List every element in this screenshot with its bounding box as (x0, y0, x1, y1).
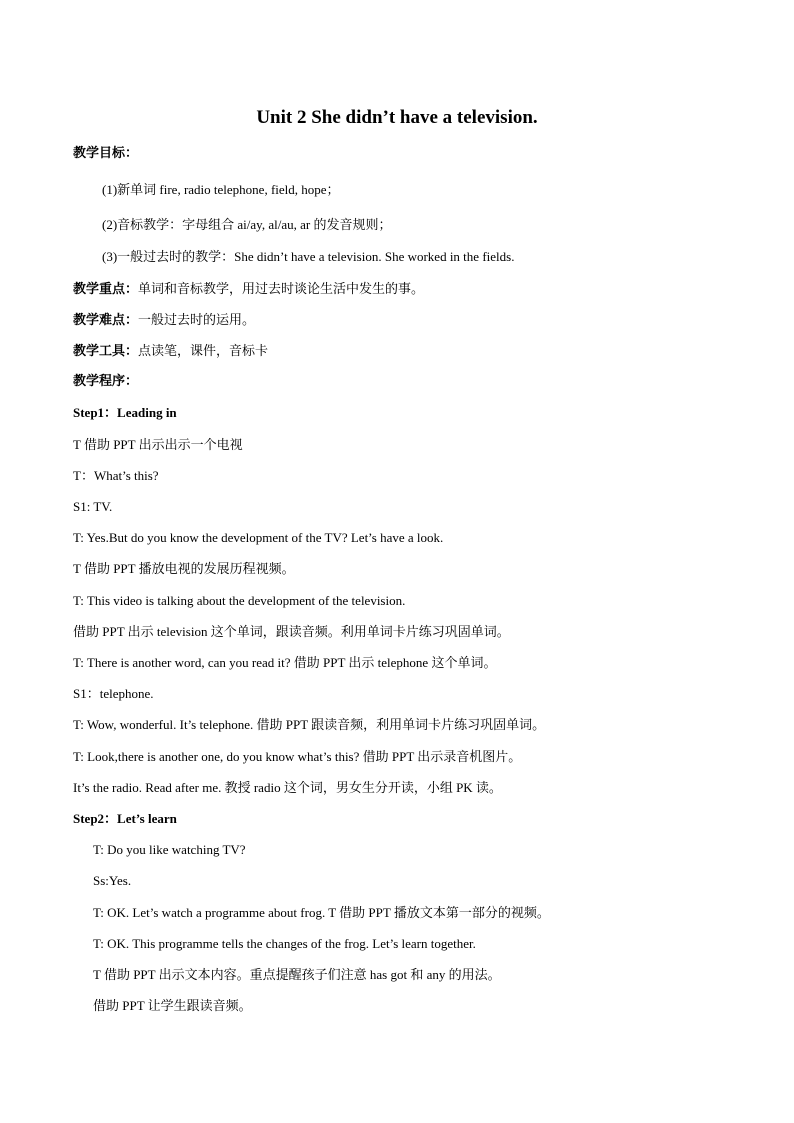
objective-item: (2)音标教学：字母组合 ai/ay, al/au, ar 的发音规则； (102, 217, 392, 232)
step1-line: T: Yes.But do you know the development of the TV? Let’s have a look. (73, 530, 444, 545)
step2-line: T: Do you like watching TV? (93, 842, 246, 857)
step1-line: T: This video is talking about the development of the television. (73, 593, 406, 608)
step1-line: S1: TV. (73, 499, 113, 514)
tools-text: 点读笔，课件，音标卡 (138, 344, 269, 359)
difficulties-text: 一般过去时的运用。 (138, 313, 256, 328)
step2-line: T: OK. This programme tells the changes of the frog. Let’s learn together. (93, 936, 476, 951)
key-points-label: 教学重点： (73, 282, 139, 297)
tools-line (73, 342, 268, 361)
step1-line: T: There is another word, can you read it? 借助 PPT 出示 telephone 这个单词。 (73, 655, 497, 670)
step1-line: S1：telephone. (73, 686, 154, 701)
difficulties-label: 教学难点： (73, 313, 139, 328)
procedure-heading: 教学程序： (73, 374, 139, 389)
step2-line: T 借助 PPT 出示文本内容。重点提醒孩子们注意 has got 和 any 的用法。 (93, 967, 501, 982)
step1-line: It’s the radio. Read after me. 教授 radio 这个词，男女生分开读，小组 PK 读。 (73, 780, 502, 795)
step1-line: T 借助 PPT 播放电视的发展历程视频。 (73, 561, 295, 576)
document-title: Unit 2 She didn’t have a television. (256, 107, 538, 128)
step1-line: T: Wow, wonderful. It’s telephone. 借助 PPT 跟读音频，利用单词卡片练习巩固单词。 (73, 717, 546, 732)
step1-line: T：What’s this? (73, 468, 159, 483)
objective-item: (3)一般过去时的教学：She didn’t have a television. She worked in the fields. (102, 249, 515, 264)
step2-line: 借助 PPT 让学生跟读音频。 (93, 998, 252, 1013)
key-points-line (73, 280, 424, 299)
step2-line: T: OK. Let’s watch a programme about frog. T 借助 PPT 播放文本第一部分的视频。 (93, 905, 550, 920)
step1-heading: Step1：Leading in (73, 405, 177, 420)
key-points-text: 单词和音标教学，用过去时谈论生活中发生的事。 (138, 282, 425, 297)
step1-line: T 借助 PPT 出示出示一个电视 (73, 437, 243, 452)
step1-line: T: Look,there is another one, do you know what’s this? 借助 PPT 出示录音机图片。 (73, 749, 522, 764)
step1-line: 借助 PPT 出示 television 这个单词，跟读音频。利用单词卡片练习巩固单词。 (73, 624, 510, 639)
tools-label: 教学工具： (73, 344, 139, 359)
objectives-heading: 教学目标： (73, 146, 139, 161)
difficulties-line (73, 311, 255, 330)
objective-item: (1)新单词 fire, radio telephone, field, hope； (102, 182, 340, 197)
step2-heading: Step2：Let’s learn (73, 811, 177, 826)
step2-line: Ss:Yes. (93, 873, 132, 888)
